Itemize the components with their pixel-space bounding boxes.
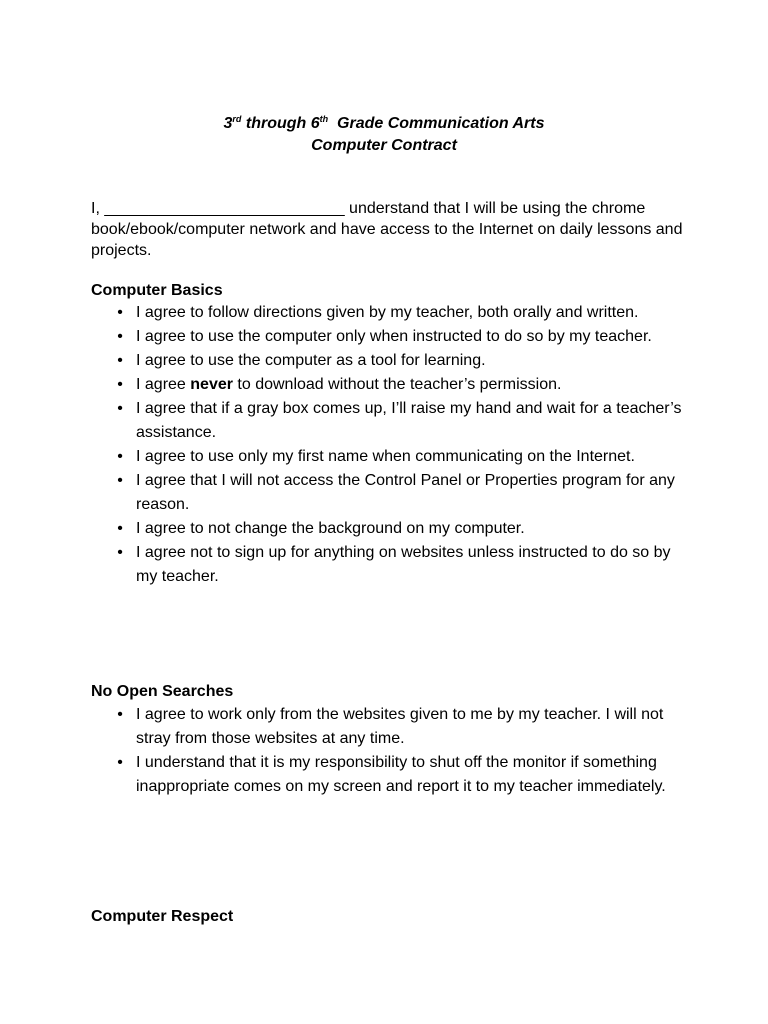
bullet-icon: • xyxy=(117,472,123,489)
section-heading-computer-basics: Computer Basics xyxy=(91,282,223,299)
list-item xyxy=(0,325,686,349)
document-title-line-2: Computer Contract xyxy=(311,137,457,154)
list-item-text: I understand that it is my responsibility to shut off the monitor if something inappropriate comes on my screen and report it to my teacher immediately. xyxy=(136,754,666,795)
title-superscript-rd: rd xyxy=(232,114,242,124)
list-item xyxy=(0,751,686,799)
list-item-text: I agree that I will not access the Control Panel or Properties program for any reason. xyxy=(136,472,675,513)
list-item-text: I agree not to sign up for anything on websites unless instructed to do so by my teacher. xyxy=(136,544,671,585)
title-superscript-th: th xyxy=(319,114,329,124)
intro-paragraph: I, ___________________________ understand that I will be using the chrome book/ebook/computer network and have access to the Internet on daily lessons and projects. xyxy=(91,200,683,259)
list-item-text: I agree to not change the background on my computer. xyxy=(136,520,525,537)
title-grade-start: 3 xyxy=(223,115,233,132)
list-item-text: I agree to work only from the websites given to me by my teacher. I will not stray from those websites at any time. xyxy=(136,706,664,747)
list-item-text: I agree to use only my first name when communicating on the Internet. xyxy=(136,448,635,465)
bullet-icon: • xyxy=(117,304,123,321)
bullet-icon: • xyxy=(117,400,123,417)
title-subject: Grade Communication Arts xyxy=(328,115,545,132)
list-item xyxy=(0,349,686,373)
list-item xyxy=(0,541,686,589)
bullet-icon: • xyxy=(117,448,123,465)
list-item xyxy=(0,301,686,325)
section-heading-computer-respect: Computer Respect xyxy=(91,908,234,925)
list-item-text: I agree to use the computer only when instructed to do so by my teacher. xyxy=(136,328,652,345)
list-item-text-after: to download without the teacher’s permission. xyxy=(232,376,562,393)
title-through: through 6 xyxy=(241,115,320,132)
bullet-icon: • xyxy=(117,376,123,393)
list-item xyxy=(0,373,686,397)
list-item-text-before: I agree xyxy=(136,376,191,393)
list-item-text: I agree to use the computer as a tool for learning. xyxy=(136,352,486,369)
list-item xyxy=(0,517,686,541)
document-title-line-1 xyxy=(0,114,768,134)
emphasis-never: never xyxy=(190,376,233,393)
computer-basics-list xyxy=(0,301,686,589)
no-open-searches-list xyxy=(0,703,686,799)
bullet-icon: • xyxy=(117,544,123,561)
bullet-icon: • xyxy=(117,706,123,723)
bullet-icon: • xyxy=(117,520,123,537)
section-heading-no-open-searches: No Open Searches xyxy=(91,683,234,700)
bullet-icon: • xyxy=(117,328,123,345)
list-item-text: I agree to follow directions given by my teacher, both orally and written. xyxy=(136,304,639,321)
list-item xyxy=(0,397,686,445)
list-item-text: I agree that if a gray box comes up, I’ll raise my hand and wait for a teacher’s assistance. xyxy=(136,400,682,441)
list-item xyxy=(0,445,686,469)
list-item xyxy=(0,703,686,751)
list-item xyxy=(0,469,686,517)
bullet-icon: • xyxy=(117,754,123,771)
bullet-icon: • xyxy=(117,352,123,369)
